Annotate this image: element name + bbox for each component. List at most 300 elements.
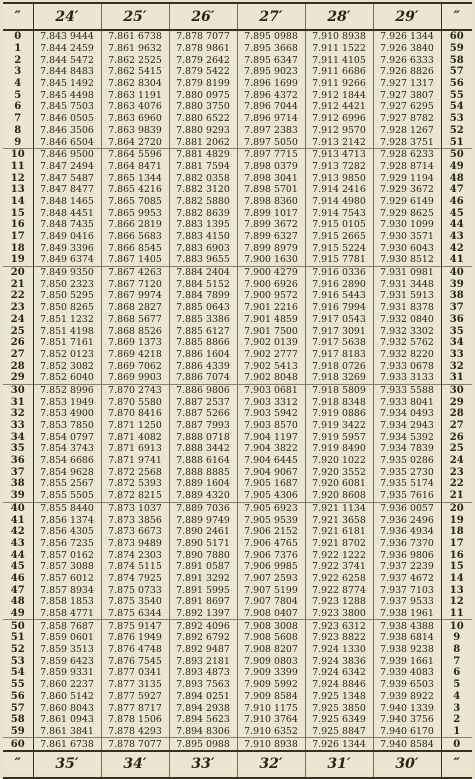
log-value-cell: 7.923 3800 — [305, 608, 373, 620]
table-row — [3, 466, 472, 478]
log-value-cell: 7.928 8714 — [380, 160, 434, 172]
log-value-cell: 7.858 1853 — [33, 596, 101, 608]
log-value-cell: 7.853 1949 — [33, 396, 101, 408]
second-label-right: 15 — [441, 561, 472, 573]
log-value-cell: 7.909 5992 — [237, 679, 305, 691]
second-label-right: 12 — [441, 596, 472, 608]
second-label-left: 18 — [3, 242, 33, 254]
log-value-cell: 7.913 7282 — [305, 161, 373, 173]
log-value-cell: 7.847 8477 — [33, 184, 101, 196]
log-value-cell: 7.887 5266 — [169, 408, 237, 420]
log-value-cell: 7.888 0718 — [169, 431, 237, 443]
second-label-left: 16 — [3, 219, 33, 231]
log-value-cell: 7.939 8922 — [380, 690, 434, 702]
log-value-cell: 7.865 4216 — [101, 184, 169, 196]
log-value-cell: 7.880 3750 — [169, 101, 237, 113]
log-value-cell: 7.938 9238 — [380, 644, 434, 656]
second-label-right: 18 — [441, 526, 472, 538]
log-value-cell: 7.904 6445 — [237, 455, 305, 467]
log-value-cell: 7.866 8545 — [101, 242, 169, 254]
log-value-cell: 7.863 1191 — [101, 89, 169, 101]
log-value-cell: 7.882 5880 — [169, 196, 237, 208]
table-row — [3, 514, 472, 526]
second-label-left: 22 — [3, 290, 33, 302]
header-minute-5: 29′ — [373, 3, 441, 30]
second-label-right: 41 — [441, 254, 472, 266]
log-value-cell: 7.919 8490 — [305, 443, 373, 455]
log-value-cell: 7.845 4498 — [33, 89, 101, 101]
log-value-cell: 7.852 6040 — [33, 372, 101, 384]
second-label-right: 11 — [441, 608, 472, 620]
log-value-cell: 7.857 8934 — [33, 584, 101, 596]
log-value-cell: 7.889 7036 — [169, 502, 237, 514]
log-value-cell: 7.925 3850 — [305, 702, 373, 714]
log-value-cell: 7.912 1844 — [305, 89, 373, 101]
footer-row — [3, 751, 472, 778]
log-value-cell: 7.883 1395 — [169, 219, 237, 231]
log-value-cell: 7.935 5174 — [380, 478, 434, 490]
table-row — [3, 184, 472, 196]
log-value-cell: 7.936 7370 — [380, 537, 434, 549]
log-value-cell: 7.859 3513 — [33, 644, 101, 656]
log-value-cell: 7.932 5762 — [380, 337, 434, 349]
table-row — [3, 584, 472, 596]
log-value-cell: 7.863 4076 — [101, 101, 169, 113]
log-value-cell: 7.938 1961 — [380, 608, 434, 620]
table-row — [3, 443, 472, 455]
second-label-left: 27 — [3, 349, 33, 361]
table-row — [3, 89, 472, 101]
second-label-right: 39 — [441, 278, 472, 290]
log-value-cell: 7.904 1197 — [237, 431, 305, 443]
log-value-cell: 7.929 6149 — [380, 195, 434, 207]
second-label-left: 50 — [3, 620, 33, 632]
log-value-cell: 7.902 5413 — [237, 360, 305, 372]
table-row — [3, 113, 472, 125]
second-label-right: 14 — [441, 573, 472, 585]
log-value-cell: 7.903 3312 — [237, 396, 305, 408]
table-row — [3, 431, 472, 443]
log-value-cell: 7.859 0601 — [33, 632, 101, 644]
log-value-cell: 7.917 3091 — [305, 325, 373, 337]
log-value-cell: 7.861 3841 — [33, 726, 101, 738]
footer-minute-3: 32′ — [237, 751, 305, 778]
log-value-cell: 7.928 1267 — [380, 124, 434, 136]
log-value-cell: 7.867 7120 — [101, 278, 169, 290]
log-value-cell: 7.857 6012 — [33, 573, 101, 585]
log-value-cell: 7.913 2142 — [305, 136, 373, 148]
log-value-cell: 7.919 3422 — [305, 420, 373, 432]
log-value-cell: 7.860 5142 — [33, 691, 101, 703]
log-value-cell: 7.908 0407 — [237, 608, 305, 620]
table-row — [3, 349, 472, 361]
log-value-cell: 7.934 0493 — [380, 408, 434, 420]
second-label-left: 10 — [3, 148, 33, 160]
log-value-cell: 7.901 7500 — [237, 325, 305, 337]
second-label-right: 24 — [441, 455, 472, 467]
log-value-cell: 7.849 6374 — [33, 254, 101, 266]
log-value-cell: 7.926 8826 — [380, 66, 434, 78]
log-value-cell: 7.877 3135 — [101, 679, 169, 691]
log-value-cell: 7.869 1373 — [101, 337, 169, 349]
log-value-cell: 7.889 4320 — [169, 490, 237, 502]
table-row — [3, 254, 472, 266]
second-label-right: 1 — [441, 726, 472, 738]
header-minute-3: 27′ — [237, 3, 305, 30]
second-label-right: 4 — [441, 691, 472, 703]
log-value-cell: 7.875 3540 — [101, 596, 169, 608]
log-value-cell: 7.883 4150 — [169, 231, 237, 243]
log-value-cell: 7.881 7594 — [169, 161, 237, 173]
log-value-cell: 7.888 3442 — [169, 443, 237, 455]
log-value-cell: 7.905 4306 — [237, 490, 305, 502]
log-value-cell: 7.931 0981 — [373, 266, 441, 278]
table-row — [3, 290, 472, 302]
log-value-cell: 7.926 1344 — [380, 31, 434, 43]
header-corner-right: ″ — [441, 3, 472, 30]
log-value-cell: 7.878 7077 — [101, 738, 169, 751]
second-label-left: 56 — [3, 691, 33, 703]
second-label-right: 48 — [441, 172, 472, 184]
log-value-cell: 7.911 9266 — [305, 78, 373, 90]
log-value-cell: 7.866 2819 — [101, 219, 169, 231]
log-value-cell: 7.892 6792 — [169, 632, 237, 644]
log-value-cell: 7.878 1506 — [101, 714, 169, 726]
log-value-cell: 7.937 9533 — [380, 596, 434, 608]
log-value-cell: 7.894 2938 — [169, 702, 237, 714]
log-value-cell: 7.892 4096 — [169, 620, 237, 632]
table-row — [3, 372, 472, 384]
second-label-left: 17 — [3, 231, 33, 243]
log-value-cell: 7.846 6504 — [33, 136, 101, 148]
log-value-cell: 7.894 0251 — [169, 691, 237, 703]
table-footer — [3, 751, 472, 778]
log-value-cell: 7.896 1699 — [237, 78, 305, 90]
log-value-cell: 7.932 3302 — [380, 325, 434, 337]
second-label-right: 8 — [441, 644, 472, 656]
log-value-cell: 7.915 5224 — [305, 242, 373, 254]
log-value-cell: 7.869 9903 — [101, 372, 169, 384]
log-value-cell: 7.900 1630 — [237, 254, 305, 266]
log-value-cell: 7.908 8207 — [237, 644, 305, 656]
second-label-left: 36 — [3, 455, 33, 467]
second-label-right: 49 — [441, 161, 472, 173]
log-value-cell: 7.904 9067 — [237, 466, 305, 478]
log-value-cell: 7.932 0840 — [380, 313, 434, 325]
log-value-cell: 7.940 3756 — [380, 714, 434, 726]
log-value-cell: 7.910 6352 — [237, 726, 305, 738]
table-row — [3, 478, 472, 490]
log-value-cell: 7.888 6164 — [169, 455, 237, 467]
table-row — [3, 655, 472, 667]
log-value-cell: 7.899 1017 — [237, 207, 305, 219]
log-value-cell: 7.891 0587 — [169, 561, 237, 573]
log-value-cell: 7.909 3399 — [237, 667, 305, 679]
log-value-cell: 7.882 3120 — [169, 184, 237, 196]
log-value-cell: 7.920 3552 — [305, 466, 373, 478]
table-row — [3, 219, 472, 231]
second-label-right: 25 — [441, 443, 472, 455]
second-label-left: 13 — [3, 184, 33, 196]
table-row — [3, 596, 472, 608]
log-value-cell: 7.935 0286 — [380, 455, 434, 467]
table-row — [3, 726, 472, 738]
log-value-cell: 7.880 9293 — [169, 125, 237, 137]
log-value-cell: 7.850 2323 — [33, 278, 101, 290]
log-value-cell: 7.910 3764 — [237, 714, 305, 726]
log-value-cell: 7.906 2152 — [237, 526, 305, 538]
log-value-cell: 7.864 5596 — [101, 148, 169, 160]
log-value-cell: 7.921 1134 — [305, 502, 373, 514]
log-value-cell: 7.868 2827 — [101, 302, 169, 314]
log-value-cell: 7.910 1175 — [237, 702, 305, 714]
log-value-cell: 7.851 1232 — [33, 314, 101, 326]
log-value-cell: 7.910 8938 — [237, 738, 305, 751]
log-value-cell: 7.873 3856 — [101, 514, 169, 526]
second-label-right: 57 — [441, 66, 472, 78]
log-value-cell: 7.937 7103 — [380, 584, 434, 596]
log-value-cell: 7.886 9806 — [169, 384, 237, 396]
second-label-left: 30 — [3, 384, 33, 396]
log-value-cell: 7.904 3822 — [237, 443, 305, 455]
log-value-cell: 7.937 2239 — [380, 561, 434, 573]
log-value-cell: 7.852 0123 — [33, 349, 101, 361]
log-value-cell: 7.937 4672 — [380, 572, 434, 584]
log-value-cell: 7.907 2593 — [237, 573, 305, 585]
log-value-cell: 7.910 8938 — [305, 30, 373, 43]
table-row — [3, 302, 472, 314]
second-label-left: 21 — [3, 278, 33, 290]
log-value-cell: 7.898 5701 — [237, 184, 305, 196]
table-row — [3, 337, 472, 349]
second-label-left: 55 — [3, 679, 33, 691]
log-value-cell: 7.856 4305 — [33, 526, 101, 538]
log-value-cell: 7.920 1022 — [305, 455, 373, 467]
log-value-cell: 7.893 2181 — [169, 655, 237, 667]
second-label-left: 24 — [3, 314, 33, 326]
table-row — [3, 148, 472, 160]
log-value-cell: 7.911 1522 — [305, 43, 373, 55]
footer-minute-0: 35′ — [33, 751, 101, 778]
log-value-cell: 7.862 8304 — [101, 78, 169, 90]
log-value-cell: 7.929 3672 — [380, 184, 434, 196]
log-value-cell: 7.874 5115 — [101, 561, 169, 573]
log-value-cell: 7.898 8360 — [237, 196, 305, 208]
second-label-right: 29 — [441, 396, 472, 408]
second-label-right: 52 — [441, 125, 472, 137]
log-value-cell: 7.871 4082 — [101, 431, 169, 443]
log-value-cell: 7.893 7563 — [169, 679, 237, 691]
header-minute-4: 28′ — [305, 3, 373, 30]
log-value-cell: 7.908 5608 — [237, 632, 305, 644]
log-value-cell: 7.918 5809 — [305, 384, 373, 396]
log-value-cell: 7.881 4829 — [169, 148, 237, 160]
log-value-cell: 7.911 4105 — [305, 54, 373, 66]
log-value-cell: 7.915 2665 — [305, 231, 373, 243]
second-label-right: 27 — [441, 420, 472, 432]
second-label-left: 0 — [3, 30, 33, 43]
log-value-cell: 7.924 6342 — [305, 667, 373, 679]
second-label-left: 57 — [3, 702, 33, 714]
second-label-right: 28 — [441, 408, 472, 420]
second-label-left: 7 — [3, 113, 33, 125]
second-label-left: 54 — [3, 667, 33, 679]
log-value-cell: 7.872 2568 — [101, 466, 169, 478]
log-value-cell: 7.864 8471 — [101, 161, 169, 173]
log-value-cell: 7.940 1339 — [380, 702, 434, 714]
log-value-cell: 7.905 9539 — [237, 514, 305, 526]
log-value-cell: 7.870 5580 — [101, 396, 169, 408]
table-row — [3, 43, 472, 55]
table-row — [3, 161, 472, 173]
log-value-cell: 7.912 4421 — [305, 101, 373, 113]
log-value-cell: 7.897 2383 — [237, 125, 305, 137]
log-value-cell: 7.881 2062 — [169, 136, 237, 148]
log-value-cell: 7.890 2461 — [169, 526, 237, 538]
log-value-cell: 7.843 9444 — [33, 30, 101, 43]
log-value-cell: 7.923 8822 — [305, 632, 373, 644]
second-label-right: 5 — [441, 679, 472, 691]
log-value-cell: 7.849 0416 — [33, 231, 101, 243]
log-value-cell: 7.860 8043 — [33, 702, 101, 714]
log-value-cell: 7.856 1374 — [33, 514, 101, 526]
table-row — [3, 101, 472, 113]
table-row — [3, 490, 472, 502]
second-label-right: 44 — [441, 219, 472, 231]
log-value-cell: 7.920 8608 — [305, 490, 373, 502]
log-value-cell: 7.863 6960 — [101, 113, 169, 125]
log-value-cell: 7.883 9655 — [169, 254, 237, 266]
table-row — [3, 644, 472, 656]
table-row — [3, 702, 472, 714]
table-row — [3, 266, 472, 278]
second-label-right: 45 — [441, 207, 472, 219]
log-value-cell: 7.887 2537 — [169, 396, 237, 408]
log-value-cell: 7.866 5683 — [101, 231, 169, 243]
second-label-left: 26 — [3, 337, 33, 349]
second-label-left: 41 — [3, 514, 33, 526]
second-label-right: 16 — [441, 549, 472, 561]
log-value-cell: 7.874 7925 — [101, 573, 169, 585]
log-value-cell: 7.916 5443 — [305, 290, 373, 302]
second-label-right: 36 — [441, 314, 472, 326]
log-value-cell: 7.905 1687 — [237, 478, 305, 490]
log-value-cell: 7.903 0681 — [237, 384, 305, 396]
log-value-cell: 7.870 8416 — [101, 408, 169, 420]
second-label-right: 40 — [441, 266, 472, 278]
table-header — [3, 3, 472, 30]
log-value-cell: 7.885 8866 — [169, 337, 237, 349]
log-value-cell: 7.936 2496 — [380, 514, 434, 526]
table-row — [3, 679, 472, 691]
log-value-cell: 7.936 4934 — [380, 526, 434, 538]
table-body — [3, 30, 472, 751]
log-value-cell: 7.855 8440 — [33, 502, 101, 514]
log-value-cell: 7.849 3396 — [33, 242, 101, 254]
log-value-cell: 7.902 2777 — [237, 349, 305, 361]
log-value-cell: 7.875 9147 — [101, 620, 169, 632]
log-value-cell: 7.854 0797 — [33, 431, 101, 443]
log-value-cell: 7.891 5995 — [169, 584, 237, 596]
second-label-left: 23 — [3, 302, 33, 314]
log-value-cell: 7.882 8639 — [169, 207, 237, 219]
log-value-cell: 7.880 0975 — [169, 89, 237, 101]
log-value-cell: 7.936 9806 — [380, 549, 434, 561]
footer-corner-left: ″ — [3, 751, 33, 778]
log-value-cell: 7.899 6327 — [237, 231, 305, 243]
table-row — [3, 196, 472, 208]
log-value-cell: 7.905 6923 — [237, 502, 305, 514]
log-value-cell: 7.869 4218 — [101, 349, 169, 361]
log-value-cell: 7.878 7077 — [169, 30, 237, 43]
log-value-cell: 7.875 0733 — [101, 584, 169, 596]
second-label-right: 51 — [441, 136, 472, 148]
log-value-cell: 7.851 7161 — [33, 337, 101, 349]
second-label-left: 34 — [3, 431, 33, 443]
table-row — [3, 573, 472, 585]
table-row — [3, 620, 472, 632]
log-value-cell: 7.916 7994 — [305, 302, 373, 314]
log-value-cell: 7.876 1949 — [101, 632, 169, 644]
log-value-cell: 7.889 9749 — [169, 514, 237, 526]
log-value-cell: 7.890 7880 — [169, 549, 237, 561]
log-value-cell: 7.887 7993 — [169, 420, 237, 432]
log-value-cell: 7.933 5588 — [373, 384, 441, 396]
log-value-cell: 7.873 1037 — [101, 502, 169, 514]
log-table-page — [3, 2, 472, 773]
table-row — [3, 396, 472, 408]
table-row — [3, 632, 472, 644]
table-row — [3, 549, 472, 561]
second-label-left: 58 — [3, 714, 33, 726]
log-value-cell: 7.889 1604 — [169, 478, 237, 490]
log-value-cell: 7.876 7545 — [101, 655, 169, 667]
log-value-cell: 7.861 6738 — [101, 30, 169, 43]
log-value-cell: 7.939 4083 — [380, 667, 434, 679]
table-row — [3, 242, 472, 254]
log-value-cell: 7.931 8378 — [380, 302, 434, 314]
log-value-cell: 7.888 8885 — [169, 466, 237, 478]
log-value-cell: 7.894 5623 — [169, 714, 237, 726]
log-value-cell: 7.930 3571 — [380, 231, 434, 243]
log-value-cell: 7.917 0543 — [305, 314, 373, 326]
log-value-cell: 7.863 9839 — [101, 125, 169, 137]
second-label-right: 42 — [441, 242, 472, 254]
log-value-cell: 7.857 3088 — [33, 561, 101, 573]
second-label-left: 52 — [3, 644, 33, 656]
log-value-cell: 7.844 2459 — [33, 43, 101, 55]
table-row — [3, 278, 472, 290]
second-label-right: 0 — [441, 738, 472, 751]
table-row — [3, 360, 472, 372]
second-label-left: 48 — [3, 596, 33, 608]
log-value-cell: 7.930 1099 — [380, 219, 434, 231]
second-label-right: 58 — [441, 54, 472, 66]
footer-minute-1: 34′ — [101, 751, 169, 778]
table-row — [3, 608, 472, 620]
footer-minute-2: 33′ — [169, 751, 237, 778]
table-row — [3, 667, 472, 679]
log-value-cell: 7.848 1465 — [33, 196, 101, 208]
second-label-right: 32 — [441, 360, 472, 372]
log-value-cell: 7.938 4388 — [373, 620, 441, 632]
second-label-right: 20 — [441, 502, 472, 514]
second-label-right: 26 — [441, 431, 472, 443]
log-value-cell: 7.867 1405 — [101, 254, 169, 266]
log-value-cell: 7.912 6996 — [305, 113, 373, 125]
second-label-left: 9 — [3, 136, 33, 148]
second-label-left: 59 — [3, 726, 33, 738]
